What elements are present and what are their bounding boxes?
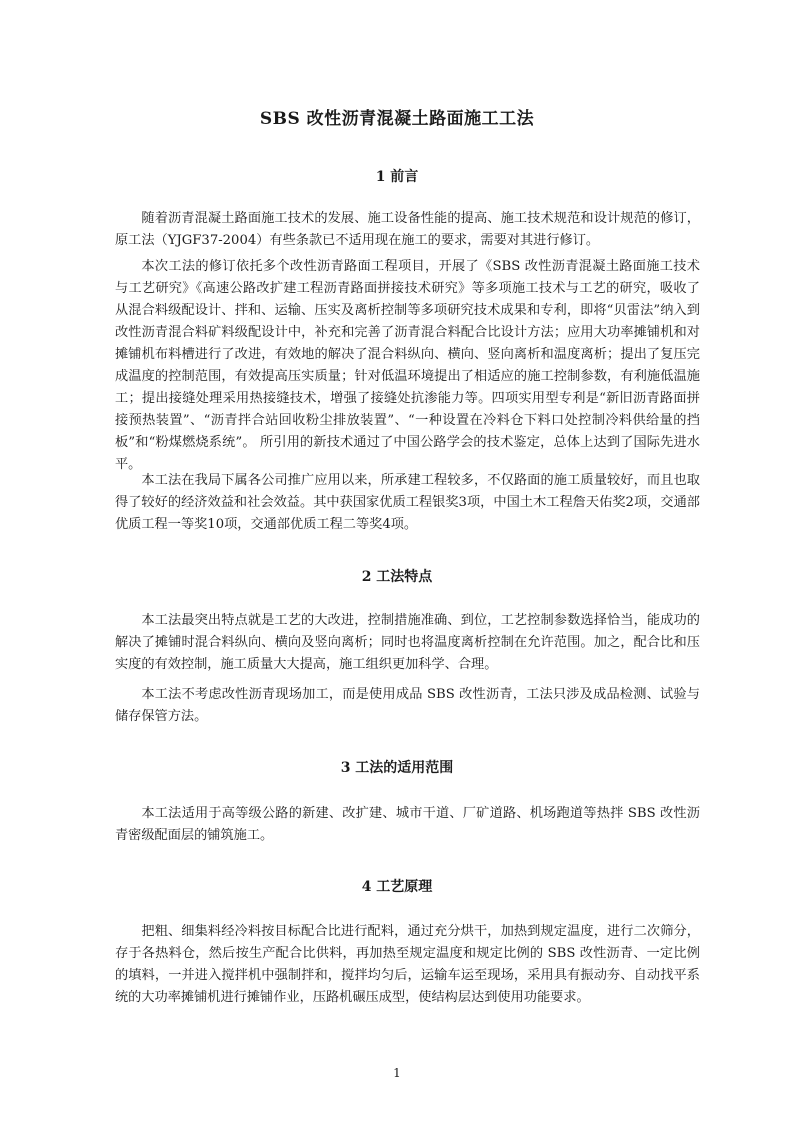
section-heading-scope: 3 工法的适用范围 xyxy=(340,760,454,776)
paragraph: 本次工法的修订依托多个改性沥青路面工程项目，开展了《SBS 改性沥青混凝土路面施工技术与工艺研究》《高速公路改扩建工程沥青路面拼接技术研究》等多项施工技术与工艺的研究，吸收了从混合料级配设计、拌和、运输、压实及离析控制等多项研究技术成果和专利，即将“贝雷法”纳入到改性沥青混合料矿料级配设计中，补充和完善了沥青混合料配合比设计方法；应用大功率摊铺机和对摊铺机布料槽进行了改进，有效地的解决了混合料纵向、横向、竖向离析和温度离析；提出了复压完成温度的控制范围，有效提高压实质量；针对低温环境提出了相适应的施工控制参数，有利施低温施工；提出接缝处理采用热接缝技术，增强了接缝处抗渗能力等。四项实用型专利是“新旧沥青路面拼接预热装置”、“沥青拌合站回收粉尘排放装置”、“一种设置在冷料仓下料口处控制冷料供给量的挡板”和“粉煤燃烧系统”。 所引用的新技术通过了中国公路学会的技术鉴定，总体上达到了国际先进水平。 xyxy=(115,259,700,472)
paragraph: 本工法最突出特点就是工艺的大改进，控制措施准确、到位，工艺控制参数选择恰当，能成功的解决了摊铺时混合料纵向、横向及竖向离析；同时也将温度离析控制在允许范围。加之，配合比和压实度的有效控制，施工质量大大提高，施工组织更加科学、合理。 xyxy=(115,613,700,672)
paragraph: 把粗、细集料经冷料按目标配合比进行配料，通过充分烘干，加热到规定温度，进行二次筛分，存于各热料仓，然后按生产配合比供料，再加热至规定温度和规定比例的 SBS 改性沥青、一定比例的填料，一并进入搅拌机中强制拌和，搅拌均匀后，运输车运至现场，采用具有振动夯、自动找平系统的大功率摊铺机进行摊铺作业，压路机碾压成型，使结构层达到使用功能要求。 xyxy=(115,924,700,1005)
section-heading-foreword: 1 前言 xyxy=(375,169,419,185)
paragraph: 本工法适用于高等级公路的新建、改扩建、城市干道、厂矿道路、机场跑道等热拌 SBS 改性沥青密级配面层的铺筑施工。 xyxy=(115,806,700,843)
paragraph: 本工法在我局下属各公司推广应用以来，所承建工程较多，不仅路面的施工质量较好，而且也取得了较好的经济效益和社会效益。其中获国家优质工程银奖3项，中国土木工程詹天佑奖2项，交通部优质工程一等奖10项，交通部优质工程二等奖4项。 xyxy=(115,473,700,532)
section-heading-principle: 4 工艺原理 xyxy=(361,879,433,895)
paragraph: 随着沥青混凝土路面施工技术的发展、施工设备性能的提高、施工技术规范和设计规范的修订，原工法（YJGF37-2004）有些条款已不适用现在施工的要求，需要对其进行修订。 xyxy=(115,211,700,248)
document-title: SBS 改性沥青混凝土路面施工工法 xyxy=(259,109,535,129)
section-heading-features: 2 工法特点 xyxy=(361,569,433,585)
page-number: 1 xyxy=(393,1066,401,1080)
paragraph: 本工法不考虑改性沥青现场加工，而是使用成品 SBS 改性沥青，工法只涉及成品检测、试验与储存保管方法。 xyxy=(115,687,700,724)
